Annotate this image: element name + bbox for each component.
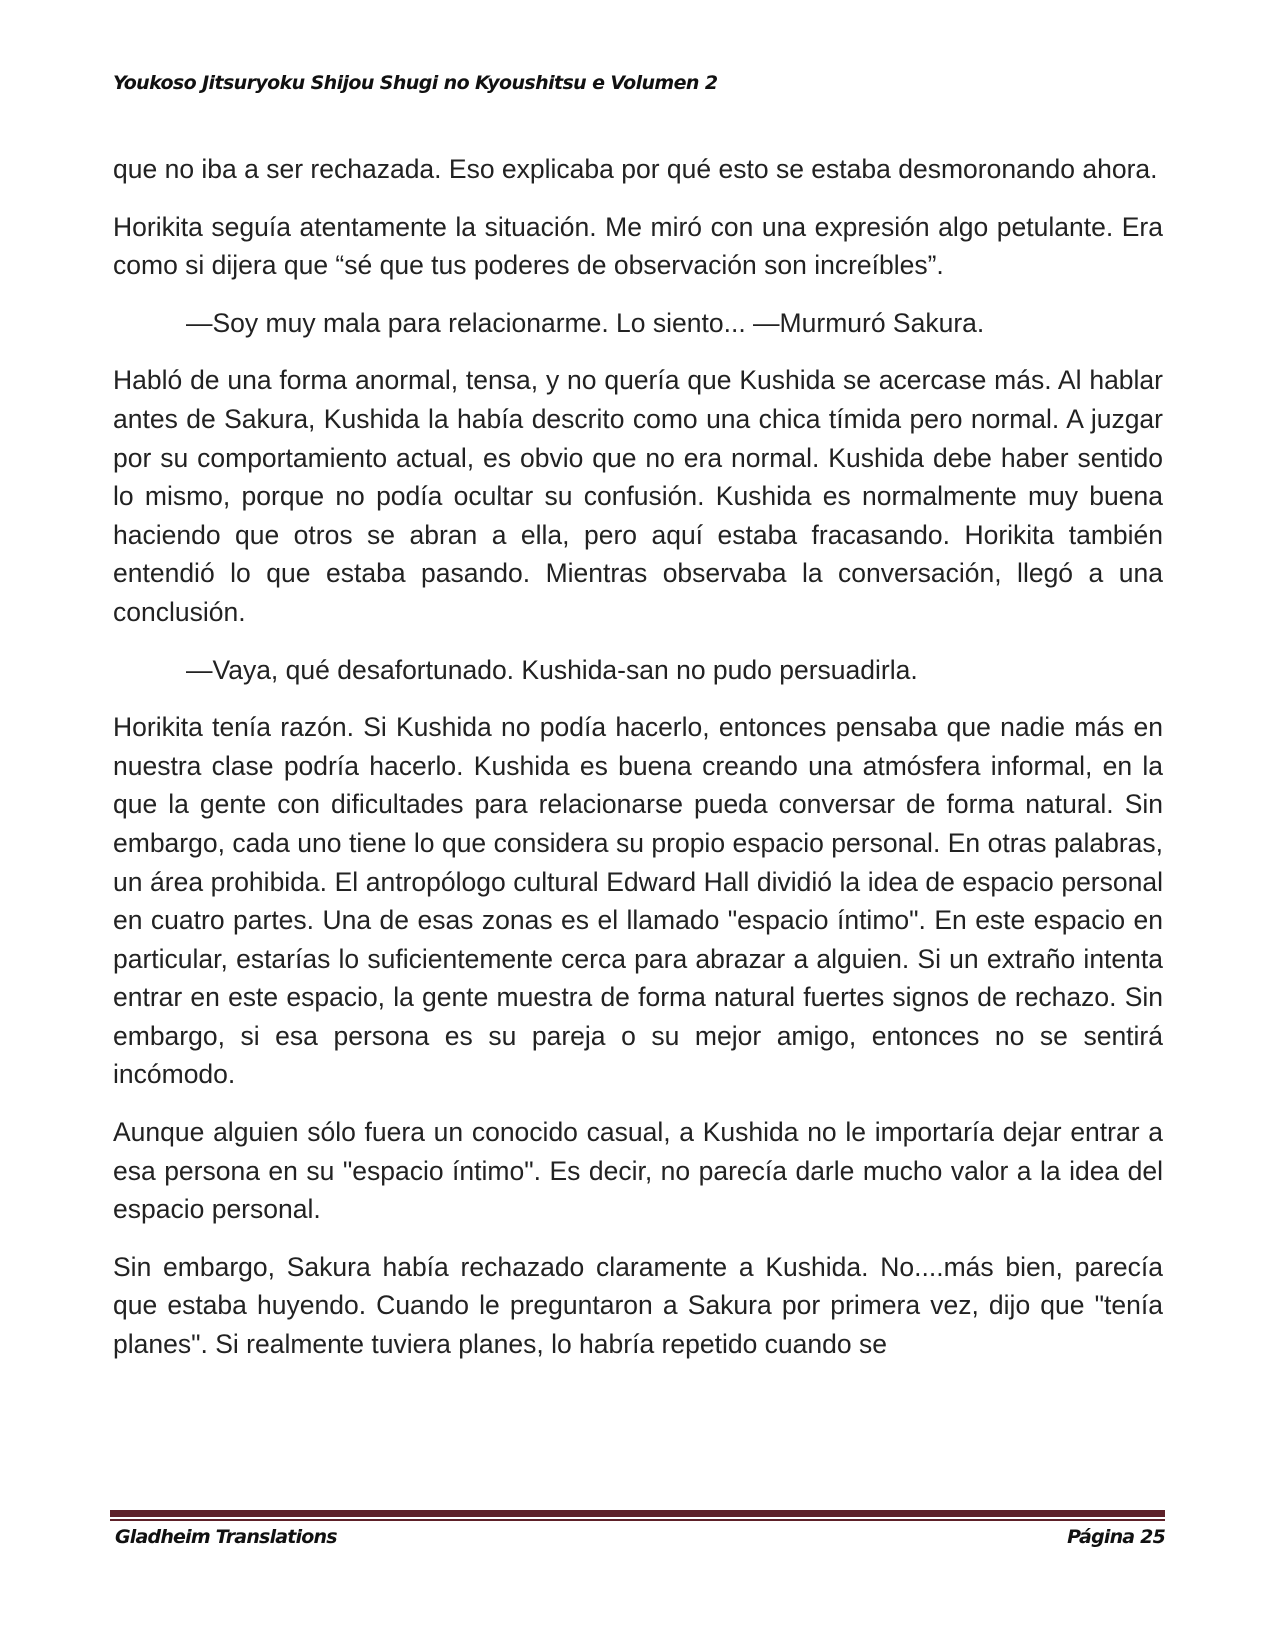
paragraph: Horikita seguía atentamente la situación. Me miró con una expresión algo petulante. Era como si dijera que “sé que tus poderes de observación son increíbles”. bbox=[113, 211, 1163, 281]
paragraph: Habló de una forma anormal, tensa, y no quería que Kushida se acercase más. Al hablar antes de Sakura, Kushida la había descrito como una chica tímida pero normal. A juzgar por su comportamiento actual, es obvio que no era normal. Kushida debe haber sentido lo mismo, porque no podía ocultar su confusión. Kushida es normalmente muy buena haciendo que otros se abran a ella, pero aquí estaba fracasando. Horikita también entendió lo que estaba pasando. Mientras observaba la conversación, llegó a una conclusión. bbox=[113, 365, 1163, 627]
paragraph: Horikita tenía razón. Si Kushida no podía hacerlo, entonces pensaba que nadie más en nuestra clase podría hacerlo. Kushida es buena creando una atmósfera informal, en la que la gente con dificultades para relacionarse pueda conversar de forma natural. Sin embargo, cada uno tiene lo que considera su propio espacio personal. En otras palabras, un área prohibida. El antropólogo cultural Edward Hall dividió la idea de espacio personal en cuatro partes. Una de esas zonas es el llamado "espacio íntimo". En este espacio en particular, estarías lo suficientemente cerca para abrazar a alguien. Si un extraño intenta entrar en este espacio, la gente muestra de forma natural fuertes signos de rechazo. Sin embargo, si esa persona es su pareja o su mejor amigo, entonces no se sentirá incómodo. bbox=[113, 712, 1163, 1090]
footer-divider-thin bbox=[110, 1519, 1165, 1521]
dialogue-line: —Vaya, qué desafortunado. Kushida-san no pudo persuadirla. bbox=[186, 654, 918, 685]
dialogue-line: —Soy muy mala para relacionarme. Lo siento... —Murmuró Sakura. bbox=[186, 307, 985, 338]
footer-divider-thick bbox=[110, 1510, 1165, 1517]
footer-credit: Gladheim Translations bbox=[115, 1526, 337, 1548]
page-number: Página 25 bbox=[1067, 1526, 1165, 1548]
body-text bbox=[113, 150, 1163, 1383]
page-header-title: Youkoso Jitsuryoku Shijou Shugi no Kyoushitsu e Volumen 2 bbox=[113, 72, 718, 94]
paragraph: que no iba a ser rechazada. Eso explicaba por qué esto se estaba desmoronando ahora. bbox=[113, 154, 1158, 184]
paragraph: Aunque alguien sólo fuera un conocido casual, a Kushida no le importaría dejar entrar a esa persona en su "espacio íntimo". Es decir, no parecía darle mucho valor a la idea del espacio personal. bbox=[113, 1117, 1163, 1225]
paragraph: Sin embargo, Sakura había rechazado claramente a Kushida. No....más bien, parecía que estaba huyendo. Cuando le preguntaron a Sakura por primera vez, dijo que "tenía planes". Si realmente tuviera planes, lo habría repetido cuando se bbox=[113, 1251, 1163, 1360]
